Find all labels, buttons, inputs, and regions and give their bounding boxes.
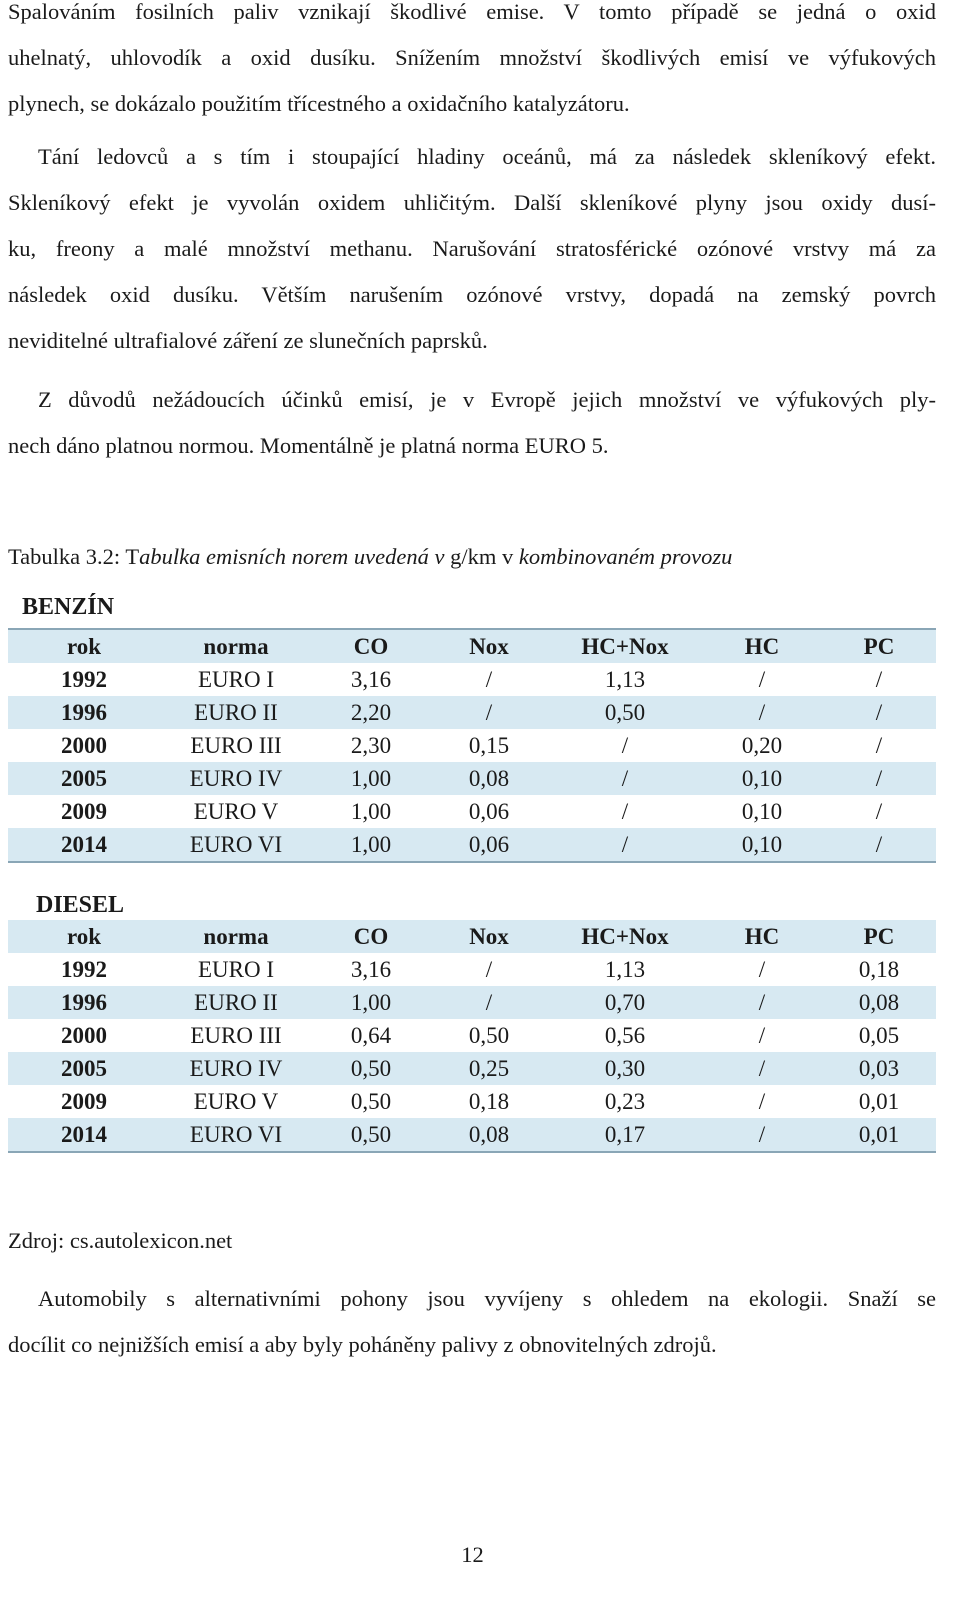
table-cell: EURO VI: [160, 828, 312, 862]
table-cell: 0,08: [430, 1118, 548, 1152]
text-line: uhelnatý, uhlovodík a oxid dusíku. Snížením množství škodlivých emisí ve výfukových: [8, 45, 936, 70]
table-cell: /: [822, 762, 936, 795]
text-line: Skleníkový efekt je vyvolán oxidem uhličitým. Další skleníkové plyny jsou oxidy dusí-: [8, 190, 936, 215]
table-cell: /: [485, 957, 493, 982]
table-cell: 0,06: [468, 799, 510, 824]
table-cell: /: [875, 799, 883, 824]
table-row: [8, 1019, 936, 1052]
table-cell: EURO II: [160, 696, 312, 729]
text-line: plynech, se dokázalo použitím třícestného a oxidačního katalyzátoru.: [8, 91, 630, 116]
table-cell: /: [758, 957, 766, 982]
table-cell: 0,50: [468, 1023, 510, 1048]
table-cell: EURO III: [190, 733, 282, 758]
text-line: Tání ledovců a s tím i stoupající hladiny oceánů, má za následek skleníkový efekt.: [38, 144, 936, 169]
table-cell: 0,15: [468, 733, 510, 758]
table-cell: 0,50: [548, 696, 702, 729]
text-line: docílit co nejnižších emisí a aby byly poháněny palivy z obnovitelných zdrojů.: [8, 1332, 717, 1357]
table-cell: 0,25: [430, 1052, 548, 1085]
table-cell: /: [621, 799, 629, 824]
benzin-table: [8, 628, 936, 863]
table-header-row: [8, 920, 936, 953]
table-cell: 2009: [61, 799, 107, 824]
table-row: [8, 953, 936, 986]
table-cell: EURO I: [197, 667, 275, 692]
table-cell: 0,08: [430, 762, 548, 795]
header-cell: norma: [160, 920, 312, 953]
table-cell: 1,13: [604, 667, 646, 692]
paragraph-alternative-drives: [8, 1276, 936, 1368]
table-cell: 2005: [8, 1052, 160, 1085]
source-note: Zdroj: cs.autolexicon.net: [8, 1228, 233, 1253]
table-row: [8, 795, 936, 828]
paragraph-greenhouse: [8, 134, 936, 364]
table-cell: EURO VI: [160, 1118, 312, 1152]
page-number: 12: [461, 1542, 484, 1567]
table-cell: EURO V: [193, 1089, 279, 1114]
table-cell: 2000: [61, 1023, 107, 1048]
table-cell: /: [430, 696, 548, 729]
table-cell: /: [875, 667, 883, 692]
table-cell: 0,30: [548, 1052, 702, 1085]
table-row: [8, 1052, 936, 1085]
table-cell: 0,64: [350, 1023, 392, 1048]
table-cell: /: [822, 828, 936, 862]
header-cell: PC: [822, 920, 936, 953]
header-cell: CO: [312, 920, 430, 953]
table-cell: 0,10: [702, 828, 822, 862]
text-line: Spalováním fosilních paliv vznikají škodlivé emise. V tomto případě se jedná o oxid: [8, 0, 936, 24]
table-cell: /: [430, 986, 548, 1019]
table-cell: 0,70: [548, 986, 702, 1019]
table-cell: /: [485, 667, 493, 692]
table-row: [8, 1118, 936, 1152]
table-cell: 0,01: [858, 1089, 900, 1114]
table-cell: 0,56: [604, 1023, 646, 1048]
table-cell: 2014: [8, 828, 160, 862]
table-cell: 1,13: [604, 957, 646, 982]
table-cell: /: [548, 828, 702, 862]
table-row: [8, 729, 936, 762]
table-cell: 1,00: [312, 986, 430, 1019]
table-cell: 3,16: [350, 957, 392, 982]
table-cell: 1,00: [350, 799, 392, 824]
table-cell: 2,20: [312, 696, 430, 729]
table-cell: EURO IV: [160, 1052, 312, 1085]
table-cell: 1996: [8, 986, 160, 1019]
header-cell: HC: [702, 629, 822, 663]
table-cell: /: [758, 1023, 766, 1048]
diesel-title: DIESEL: [36, 892, 125, 918]
table-row: [8, 1085, 936, 1118]
table-cell: 0,50: [312, 1118, 430, 1152]
header-cell: Nox: [430, 920, 548, 953]
caption-unit: g/km v: [444, 544, 519, 569]
table-cell: EURO V: [193, 799, 279, 824]
table-cell: 0,03: [822, 1052, 936, 1085]
table-cell: 0,23: [604, 1089, 646, 1114]
table-cell: /: [548, 762, 702, 795]
table-row: [8, 986, 936, 1019]
text-line: neviditelné ultrafialové záření ze slunečních paprsků.: [8, 328, 488, 353]
table-cell: 1992: [61, 957, 107, 982]
table-row: [8, 828, 936, 862]
table-row: [8, 663, 936, 696]
table-cell: 1,00: [312, 828, 430, 862]
table-cell: 0,50: [312, 1052, 430, 1085]
table-cell: 2,30: [350, 733, 392, 758]
table-cell: 1992: [61, 667, 107, 692]
table-cell: EURO III: [190, 1023, 282, 1048]
diesel-table: [8, 920, 936, 1153]
table-cell: /: [875, 733, 883, 758]
table-cell: EURO I: [197, 957, 275, 982]
table-cell: 2005: [8, 762, 160, 795]
table-cell: 0,10: [702, 762, 822, 795]
header-cell: rok: [8, 920, 160, 953]
table-cell: 1996: [8, 696, 160, 729]
text-line: následek oxid dusíku. Větším narušením ozónové vrstvy, dopadá na zemský povrch: [8, 282, 936, 307]
benzin-title: BENZÍN: [22, 594, 115, 620]
table-cell: 0,06: [430, 828, 548, 862]
header-cell: HC+Nox: [548, 629, 702, 663]
table-cell: 2014: [8, 1118, 160, 1152]
text-line: Z důvodů nežádoucích účinků emisí, je v Evropě jejich množství ve výfukových ply-: [38, 387, 936, 412]
table-cell: /: [702, 986, 822, 1019]
table-row: [8, 696, 936, 729]
table-cell: 0,20: [741, 733, 783, 758]
caption-italic: abulka emisních norem uvedená v: [139, 544, 445, 569]
table-cell: 0,10: [741, 799, 783, 824]
table-cell: 2009: [61, 1089, 107, 1114]
table-cell: /: [758, 667, 766, 692]
header-cell: CO: [312, 629, 430, 663]
header-cell: HC+Nox: [548, 920, 702, 953]
table-cell: 0,50: [350, 1089, 392, 1114]
header-cell: PC: [822, 629, 936, 663]
table-header-row: [8, 629, 936, 663]
table-cell: 0,18: [858, 957, 900, 982]
table-cell: 0,08: [822, 986, 936, 1019]
text-line: ku, freony a malé množství methanu. Narušování stratosférické ozónové vrstvy má za: [8, 236, 936, 261]
table-cell: 2000: [61, 733, 107, 758]
table-row: [8, 762, 936, 795]
table-cell: EURO II: [160, 986, 312, 1019]
table-cell: EURO IV: [160, 762, 312, 795]
caption-label: Tabulka 3.2: T: [8, 544, 140, 569]
text-line: Automobily s alternativními pohony jsou vyvíjeny s ohledem na ekologii. Snaží se: [38, 1286, 936, 1311]
table-cell: /: [758, 1089, 766, 1114]
header-cell: rok: [8, 629, 160, 663]
header-cell: HC: [702, 920, 822, 953]
caption-italic: kombinovaném provozu: [518, 544, 733, 569]
table-cell: 3,16: [350, 667, 392, 692]
table-cell: /: [702, 696, 822, 729]
table-cell: /: [702, 1118, 822, 1152]
table-cell: 1,00: [312, 762, 430, 795]
table-cell: /: [702, 1052, 822, 1085]
table-cell: /: [822, 696, 936, 729]
paragraph-norms: [8, 377, 936, 469]
table-caption: [8, 542, 732, 572]
header-cell: norma: [160, 629, 312, 663]
header-cell: Nox: [430, 629, 548, 663]
table-cell: /: [621, 733, 629, 758]
paragraph-emissions: [8, 0, 936, 127]
table-cell: 0,18: [468, 1089, 510, 1114]
text-line: nech dáno platnou normou. Momentálně je platná norma EURO 5.: [8, 433, 609, 458]
table-cell: 0,05: [858, 1023, 900, 1048]
table-cell: 0,01: [822, 1118, 936, 1152]
table-cell: 0,17: [548, 1118, 702, 1152]
